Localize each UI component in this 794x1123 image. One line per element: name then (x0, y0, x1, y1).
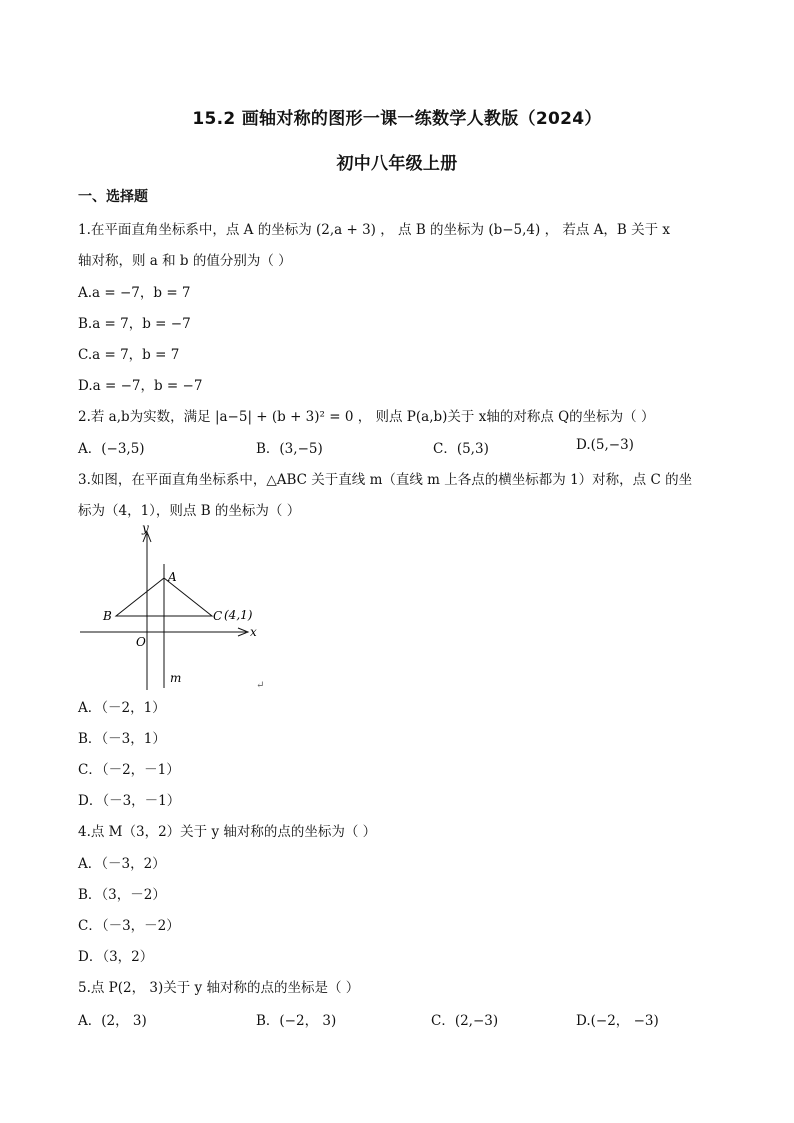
figure-label-c-coord: (4,1) (224, 608, 253, 622)
figure-label-a: A (168, 570, 177, 584)
section-heading: 一、选择题 (78, 189, 148, 205)
q3-option-b: B．（－3，1） (78, 731, 166, 747)
q4-option-c: C．（－3，－2） (78, 918, 180, 934)
worksheet-title: 15.2 画轴对称的图形一课一练数学人教版（2024） (192, 109, 602, 129)
q1-option-a: A.a = −7，b = 7 (78, 285, 191, 301)
q3-stem-line2: 标为（4，1），则点 B 的坐标为（ ） (78, 503, 301, 519)
q5-option-d: D.(−2， −3) (576, 1013, 659, 1029)
figure-label-o: O (136, 635, 146, 649)
q5-option-b: B．(−2， 3) (256, 1013, 337, 1029)
q1-stem-line1: 1.在平面直角坐标系中，点 A 的坐标为 (2,a + 3) ， 点 B 的坐标为 (b−5,4) ， 若点 A，B 关于 x (78, 222, 671, 238)
q1-stem-line2: 轴对称，则 a 和 b 的值分别为（ ） (78, 253, 292, 269)
q3-option-a: A．（－2，1） (78, 700, 166, 716)
q5-option-c: C．(2,−3) (431, 1013, 499, 1029)
q2-option-c: C．(5,3) (433, 441, 489, 457)
figure-label-m: m (170, 671, 182, 685)
q1-option-c: C.a = 7，b = 7 (78, 347, 180, 363)
figure-label-c: C (213, 609, 223, 623)
q5-stem: 5.点 P(2， 3)关于 y 轴对称的点的坐标是（ ） (78, 980, 360, 996)
q4-option-a: A．（－3，2） (78, 856, 166, 872)
q1-option-b: B.a = 7，b = −7 (78, 316, 191, 332)
worksheet-subtitle: 初中八年级上册 (336, 154, 458, 174)
q4-stem: 4.点 M（3，2）关于 y 轴对称的点的坐标为（ ） (78, 824, 377, 840)
figure-label-x: x (250, 625, 257, 639)
q4-option-d: D．（3，2） (78, 949, 154, 965)
q3-option-c: C．（－2，－1） (78, 762, 180, 778)
q2-option-b: B．(3,−5) (256, 441, 323, 457)
q1-option-d: D.a = −7，b = −7 (78, 378, 203, 394)
q3-option-d: D．（－3，－1） (78, 793, 181, 809)
q3-figure (76, 520, 276, 692)
q3-stem-line1: 3.如图，在平面直角坐标系中，△ABC 关于直线 m（直线 m 上各点的横坐标都为 1）对称，点 C 的坐 (78, 472, 693, 488)
q2-option-a: A．(−3,5) (78, 441, 145, 457)
q2-stem: 2.若 a,b为实数，满足 |a−5| + (b + 3)² = 0 ， 则点 P(a,b)关于 x轴的对称点 Q的坐标为（ ） (78, 409, 655, 425)
q4-option-b: B．（3，－2） (78, 887, 166, 903)
figure-label-b: B (103, 609, 112, 623)
figure-label-y: y (142, 521, 149, 535)
q5-option-a: A．(2， 3) (78, 1013, 147, 1029)
figure-return-mark: ↵ (256, 680, 265, 691)
q2-option-d: D.(5,−3) (576, 437, 634, 453)
